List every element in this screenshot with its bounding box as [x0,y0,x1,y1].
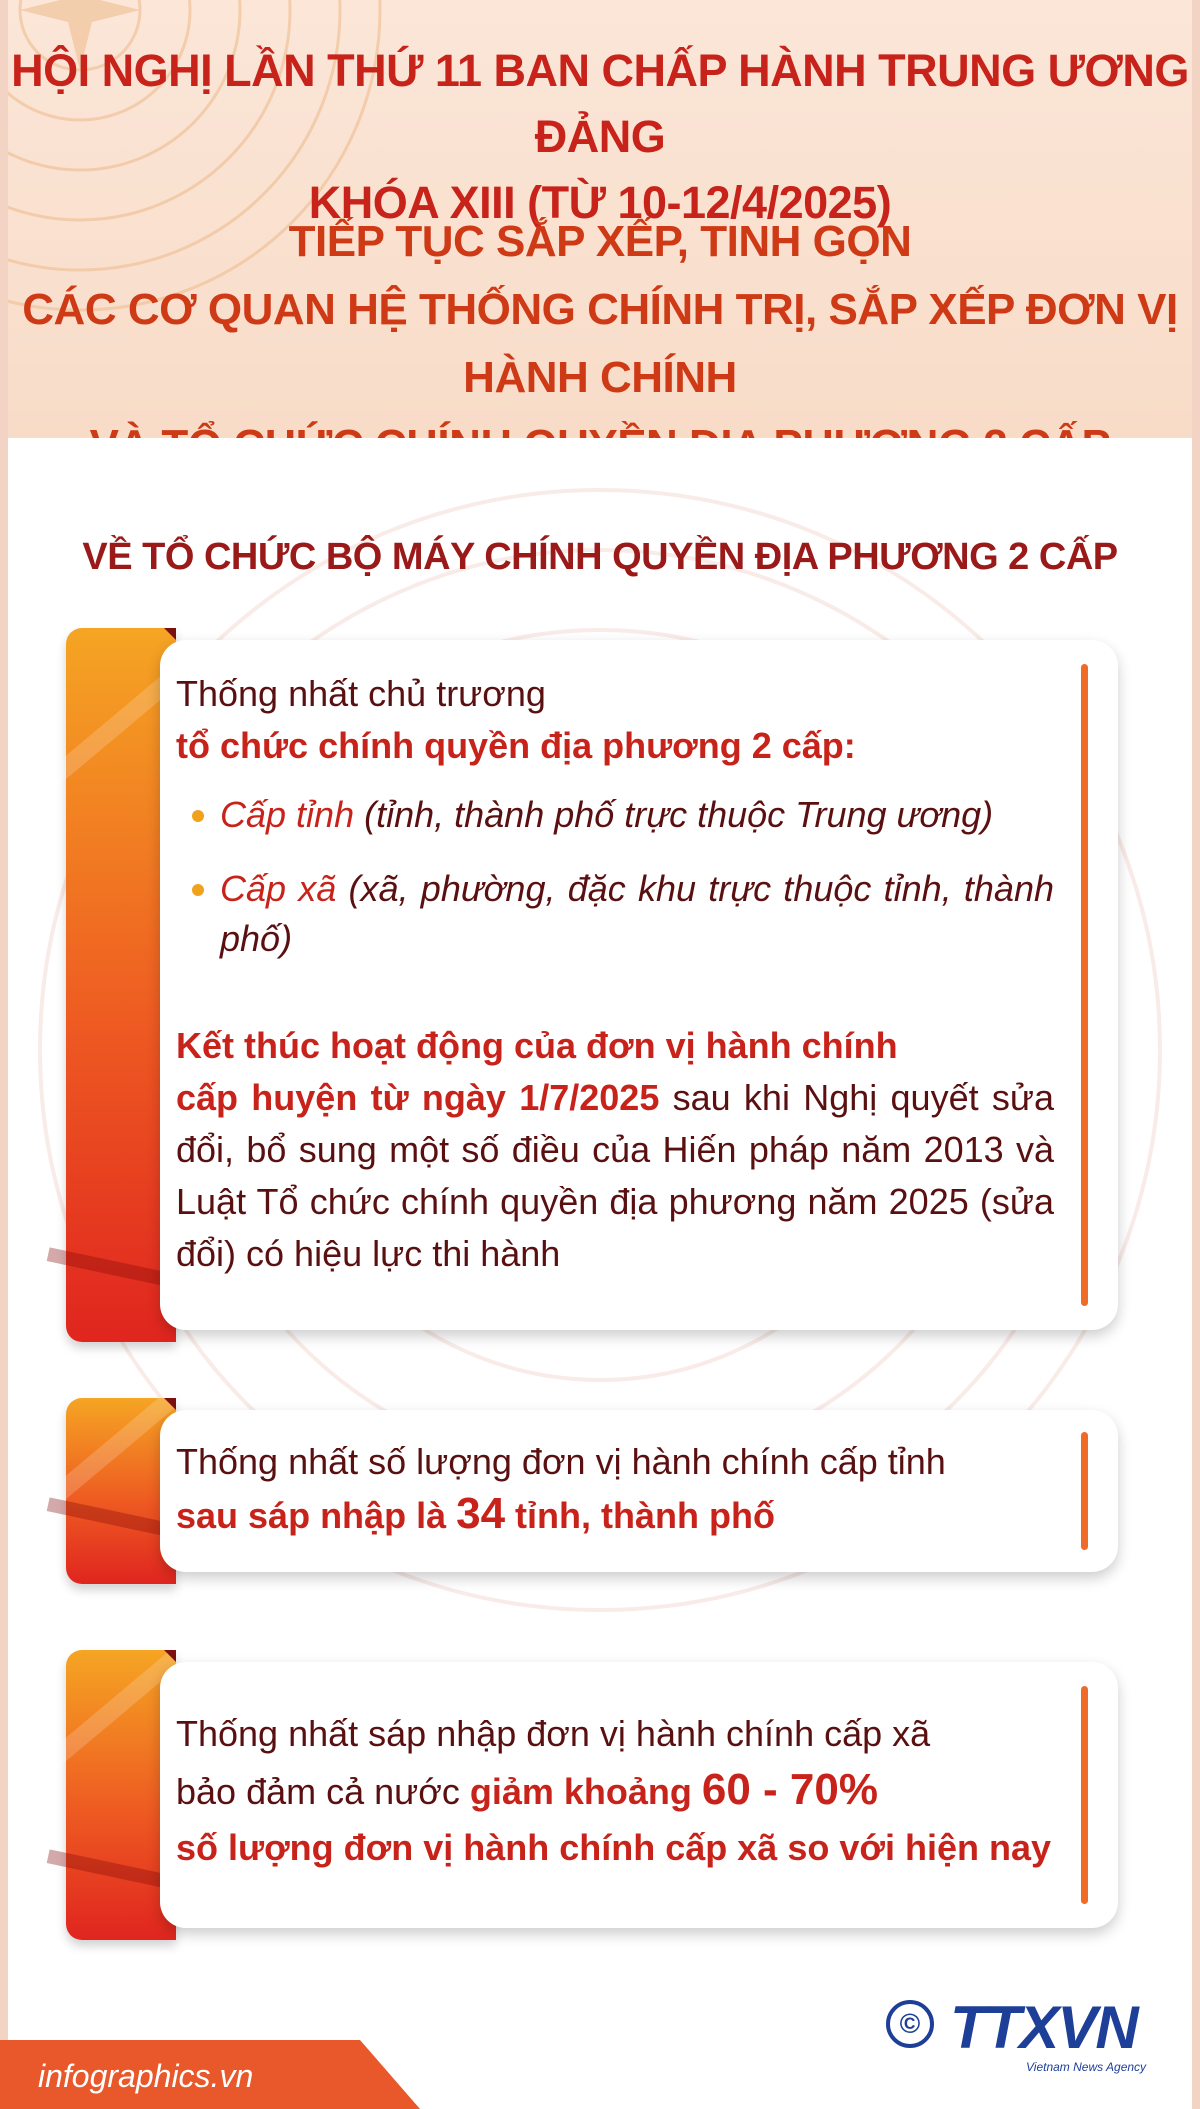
page-title [0,38,1200,236]
card1-para-rest: sau khi Nghị quyết sửa đổi, bổ sung một số điều của Hiến pháp năm 2013 và Luật Tổ chức chính quyền địa phương năm 2025 (sửa đổi) có hiệu lực thi hành [176,1077,1054,1274]
card-accent-bar [1081,1686,1088,1904]
card3-line3: số lượng đơn vị hành chính cấp xã so với hiện nay [176,1827,1052,1868]
right-border [1192,0,1200,2109]
card-local-government [66,628,1118,1342]
card1-para-red-1: Kết thúc hoạt động của đơn vị hành chính [176,1025,898,1066]
card1-para-red-2: cấp huyện từ ngày 1/7/2025 [176,1077,660,1118]
bullet-dot-icon [192,810,204,822]
title-line-1: HỘI NGHỊ LẦN THỨ 11 BAN CHẤP HÀNH TRUNG ƯƠNG ĐẢNG [11,45,1189,162]
card-province-count [66,1398,1118,1584]
card-commune-merge [66,1650,1118,1940]
card3-line1: Thống nhất sáp nhập đơn vị hành chính cấp xã [176,1713,931,1754]
footer-url[interactable]: infographics.vn [38,2058,254,2094]
card1-intro-line1: Thống nhất chủ trương [176,673,546,714]
card2-text: Thống nhất số lượng đơn vị hành chính cấp tỉnh sau sáp nhập là 34 tỉnh, thành phố [176,1441,946,1538]
card2-number: 34 [456,1489,506,1538]
left-border [0,0,8,2109]
card1-intro [176,668,1054,772]
card3-percent: 60 - 70% [701,1765,878,1814]
card3-text: Thống nhất sáp nhập đơn vị hành chính cấp xã bảo đảm cả nước giảm khoảng 60 - 70% số lượng đơn vị hành chính cấp xã so với hiện nay [176,1713,1052,1868]
subtitle-line-2: CÁC CƠ QUAN HỆ THỐNG CHÍNH TRỊ, SẮP XẾP ĐƠN VỊ HÀNH CHÍNH [22,285,1178,402]
card-accent-bar [1081,1432,1088,1550]
card2-line1: Thống nhất số lượng đơn vị hành chính cấp tỉnh [176,1441,946,1482]
card1-paragraph [176,1020,1054,1280]
copyright-icon: © [886,2000,934,2048]
section-title: VỀ TỔ CHỨC BỘ MÁY CHÍNH QUYỀN ĐỊA PHƯƠNG 2 CẤP [82,536,1118,578]
header-banner [0,0,1200,438]
ttxvn-logo: TTXVN [950,1994,1137,2061]
ttxvn-logo-subtitle: Vietnam News Agency [1026,2060,1147,2074]
card1-bullet-province: Cấp tỉnh (tỉnh, thành phố trực thuộc Trung ương) [176,790,1054,840]
title-line-2: KHÓA XIII (TỪ 10-12/4/2025) [308,177,892,228]
bullet-dot-icon [192,884,204,896]
subtitle-line-1: TIẾP TỤC SẮP XẾP, TINH GỌN [288,217,912,266]
card1-bullet-commune: Cấp xã (xã, phường, đặc khu trực thuộc tỉnh, thành phố) [176,864,1054,964]
card1-intro-line2: tổ chức chính quyền địa phương 2 cấp: [176,725,856,766]
card-accent-bar [1081,664,1088,1306]
